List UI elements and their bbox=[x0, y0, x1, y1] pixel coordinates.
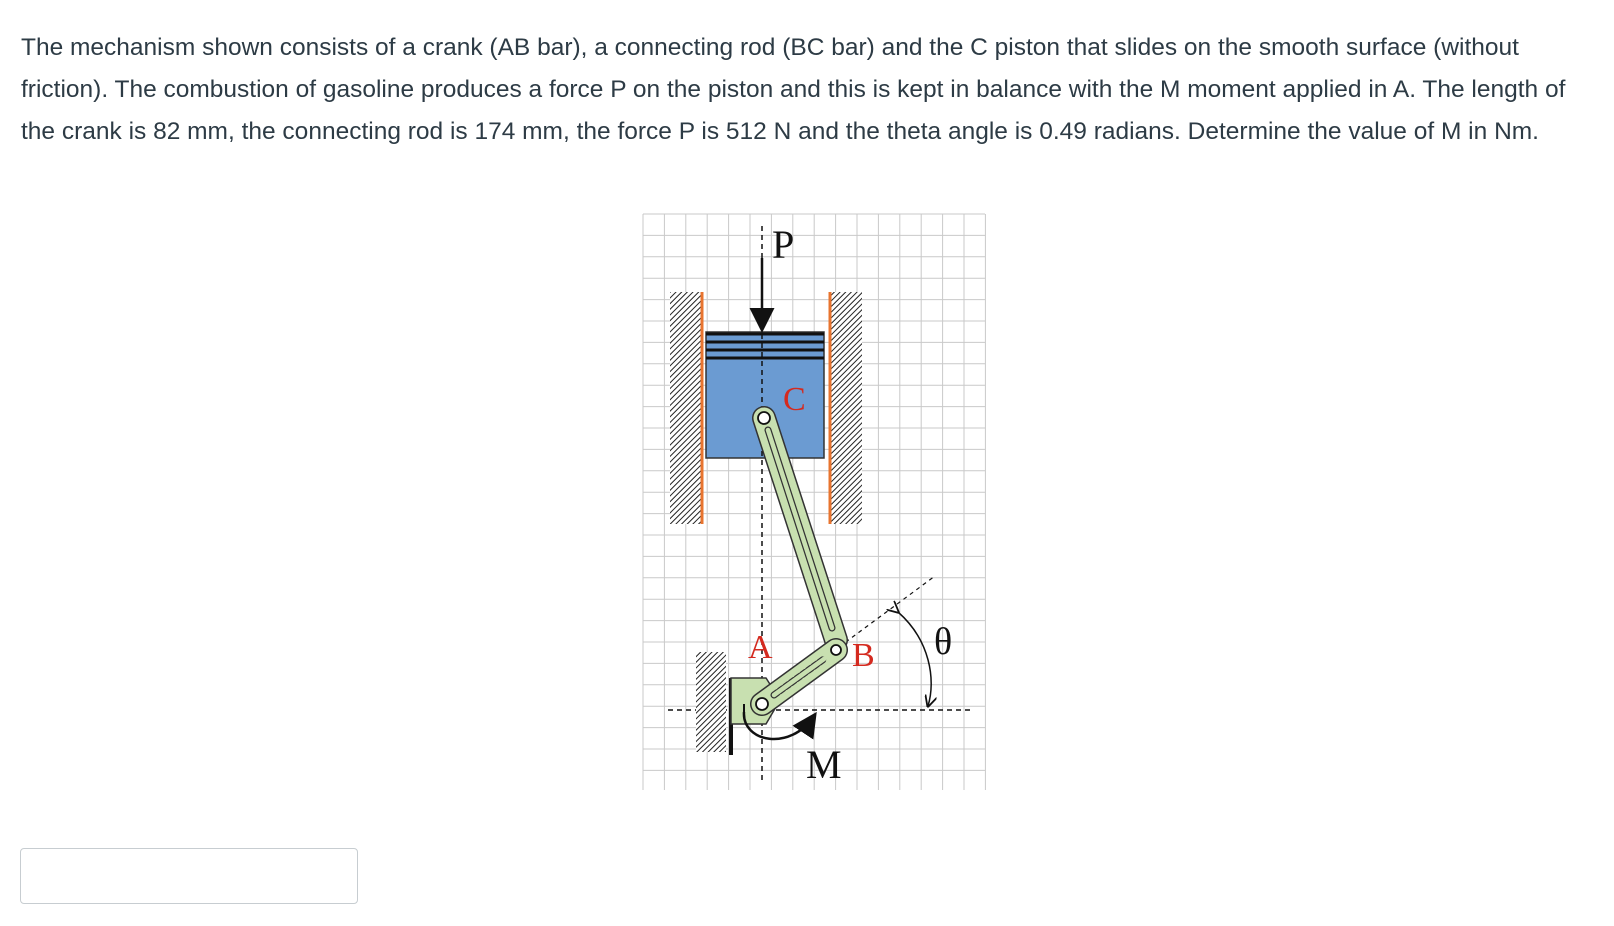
label-b: B bbox=[852, 637, 875, 674]
label-a: A bbox=[748, 629, 773, 666]
crank-bar bbox=[762, 650, 836, 704]
base-wall bbox=[696, 652, 726, 752]
pin-a bbox=[756, 698, 768, 710]
label-theta: θ bbox=[934, 621, 953, 663]
theta-angle-arc bbox=[898, 612, 931, 706]
answer-input[interactable] bbox=[20, 848, 358, 904]
right-cylinder-wall bbox=[830, 292, 862, 524]
label-m: M bbox=[806, 742, 842, 787]
pin-b bbox=[831, 645, 841, 655]
left-cylinder-wall bbox=[670, 292, 702, 524]
label-p: P bbox=[772, 222, 795, 267]
pin-c bbox=[758, 412, 770, 424]
question-text: The mechanism shown consists of a crank (AB bar), a connecting rod (BC bar) and the C piston that slides on the smooth surface (without friction). The combustion of gasoline produces a force P on the piston and this is kept in balance with the M moment applied in A. The length of the crank is 82 mm, the connecting rod is 174 mm, the force P is 512 N and the theta angle is 0.49 radians. Determine the value of M in Nm. bbox=[21, 34, 1566, 145]
label-c: C bbox=[783, 381, 806, 418]
